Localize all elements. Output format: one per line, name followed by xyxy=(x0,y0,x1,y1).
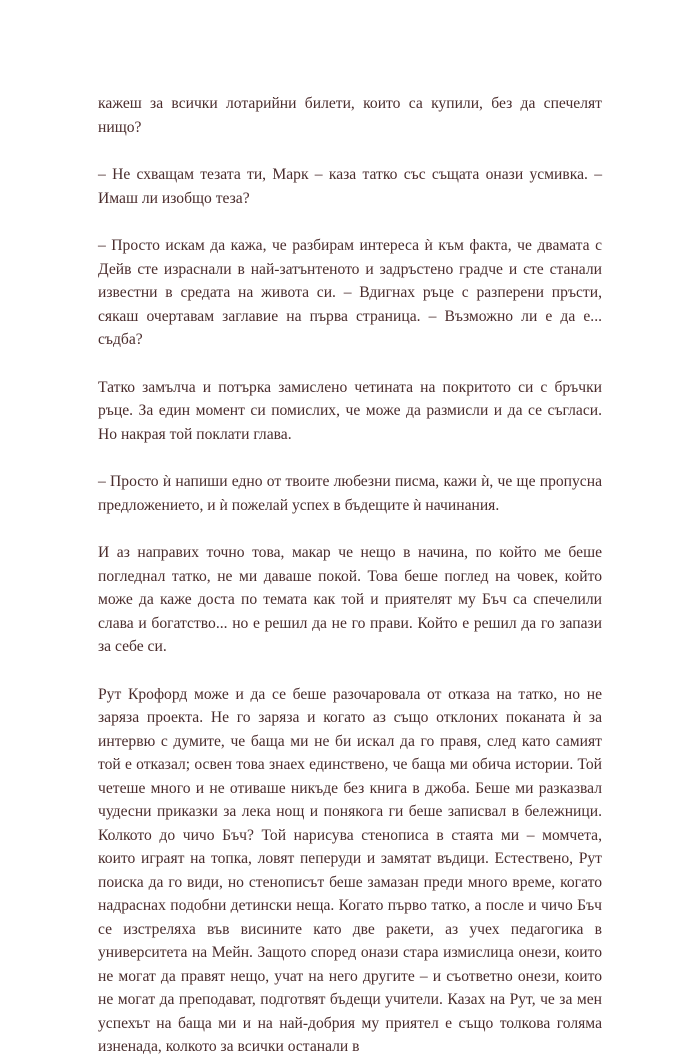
paragraph-1: кажеш за всички лотарийни билети, които са купили, без да спечелят нищо? xyxy=(98,95,602,136)
paragraph-3: – Просто искам да кажа, че разбирам интереса ѝ към факта, че двамата с Дейв сте израснали в най-затънтеното и задръстено градче и сте станали известни в средата на живота си. – Вдигнах ръце с разперени пръсти, сякаш очертавам заглавие на първа страница. – Възможно ли е да е... съдба? xyxy=(98,237,602,348)
paragraph-4: Татко замълча и потърка замислено четината на покритото си с бръчки ръце. За един момент си помислих, че може да размисли и да се съгласи. Но накрая той поклати глава. xyxy=(98,378,602,443)
text-body xyxy=(98,92,602,1059)
paragraph-5: – Просто ѝ напиши едно от твоите любезни писма, кажи ѝ, че ще пропусна предложението, и ѝ пожелай успех в бъдещите ѝ начинания. xyxy=(98,473,602,514)
paragraph-2: – Не схващам тезата ти, Марк – каза татко със същата онази усмивка. – Имаш ли изобщо теза? xyxy=(98,166,602,207)
paragraph-7: Рут Крофорд може и да се беше разочаровала от отказа на татко, но не заряза проекта. Не го заряза и когато аз също отклоних поканата ѝ за интервю с думите, че баща ми не би искал да го правя, след като самият той е отказал; освен това знаех единствено, че баща ми обича истории. Той четеше много и не отиваше никъде без книга в джоба. Беше ми разказвал чудесни приказки за лека нощ и понякога ги беше записвал в бележници. Колкото до чичо Бъч? Той нарисува стенописа в стаята ми – момчета, които играят на топка, ловят пеперуди и замятат въдици. Естествено, Рут поиска да го види, но стенописът беше замазан преди много време, когато надраснах подобни детински неща. Когато първо татко, а после и чичо Бъч се изстреляха във висините като две ракети, аз учех педагогика в университета на Мейн. Защото според онази стара измислица онези, които не могат да правят нещо, учат на него другите – и съответно онези, които не могат да преподават, подготвят бъдещи учители. Казах на Рут, че за мен успехът на баща ми и на най-добрия му приятел е също толкова голяма изненада, колкото за всички останали в xyxy=(98,685,602,1055)
paragraph-6: И аз направих точно това, макар че нещо в начина, по който ме беше погледнал татко, не ми даваше покой. Това беше поглед на човек, който може да каже доста по темата как той и приятелят му Бъч са спечелили слава и богатство... но е решил да не го прави. Който е решил да го запази за себе си. xyxy=(98,544,602,655)
